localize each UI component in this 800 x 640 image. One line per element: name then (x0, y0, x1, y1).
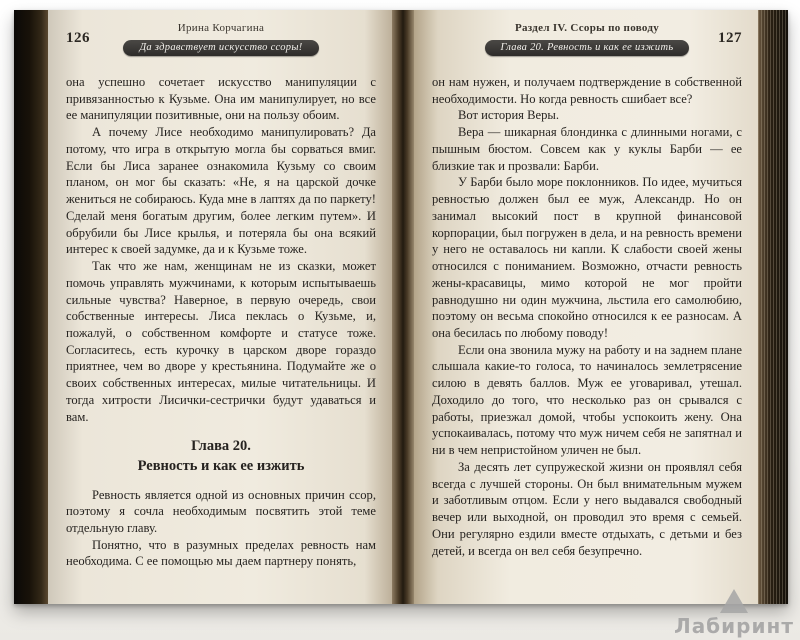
body-paragraph: Ревность является одной из основных причин ссор, поэтому я сочла необходимым посвятить этой теме отдельную главу. (66, 487, 376, 536)
running-title-banner: Да здравствует искусство ссоры! (123, 40, 318, 56)
body-paragraph: Если она звонила мужу на работу и на заднем плане слышала какие-то голоса, то начиналось землетрясение силою в девять баллов. Муж ее уговаривал, утешал. Доходило до того, что несколько раз он срывался с работы, приезжал домой, чтобы успокоить жену. Она успокаивалась, потому что муж ничем себя не запятнал и ни в чем непристойном уличен не был. (432, 342, 742, 458)
page-number-right: 127 (718, 30, 742, 46)
right-page-text (432, 74, 742, 596)
open-book-spread (14, 10, 788, 604)
book-gutter (392, 10, 414, 604)
left-running-header (66, 22, 376, 66)
running-section: Раздел IV. Ссоры по поводу (514, 22, 660, 34)
body-paragraph: Понятно, что в разумных пределах ревность нам необходима. С ее помощью мы даем партнеру понять, (66, 537, 376, 569)
page-number-left: 126 (66, 30, 90, 46)
body-paragraph: Вера — шикарная блондинка с длинными ногами, с пышным бюстом. Совсем как у куклы Барби — ее близкие так и прозвали: Барби. (432, 125, 742, 173)
labirint-logo-icon (720, 589, 748, 613)
body-paragraph: Так что же нам, женщинам не из сказки, может помочь управлять мужчинами, к которым испытываешь сильные чувства? Наверное, в первую очередь, свои собственные интересы. Лиса пеклась о Кузьме, и, пожалуй, о собственном комфорте и статусе тоже. Согласитесь, есть курочку в царском дворе гораздо приятнее, чем во дворе у крестьянина. Подумайте же о своих собственных интересах, милые читательницы. И тогда хитрости Лисички-сестрички будут удаваться и вам. (66, 259, 376, 424)
body-paragraph: За десять лет супружеской жизни он проявлял себя всегда с лучшей стороны. Он был внимательным мужем и заботливым отцом. Если у него выдавался свободный вечер или выходной, он проводил это время с семьей. Они регулярно ездили вместе отдыхать, с детьми и без детей, и всегда он вел себя безупречно. (432, 459, 742, 558)
body-paragraph: он нам нужен, и получаем подтверждение в собственной необходимости. Но когда ревность сшибает все? (432, 75, 742, 106)
watermark-text: Лабиринт (674, 614, 794, 638)
left-page-text (66, 74, 376, 596)
body-paragraph: А почему Лисе необходимо манипулировать? Да потому, что игра в открытую могла бы сорваться вмиг. Если бы Лиса заранее ознакомила Кузьму со своим планом, он мог бы сказать: «Не, я на царской дочке жениться не собираюсь. Куда мне в лаптях да по паркету! Сделай меня богатым другим, более легким путем». И обрубили бы Лисе крылья, и потеряла бы она всякий интерес к своей задумке, да и к Кузьме тоже. (66, 125, 376, 257)
body-paragraph: она успешно сочетает искусство манипуляции с привязанностью к Кузьме. Она им манипулирует, но все ее манипуляции позитивные, они на пользу обоим. (66, 75, 376, 123)
book-cover-edge-left (14, 10, 48, 604)
left-page (48, 10, 392, 604)
body-paragraph: Вот история Веры. (458, 108, 560, 123)
body-paragraph: У Барби было море поклонников. По идее, мучиться ревностью должен был ее муж, Александр. Но он занимал высокий пост в крупной финансовой корпорации, был погружен в дела, и на ревность времени у него не оставалось ни капли. К слабости своей жены относился с пониманием. Возможно, отчасти ревность жены-красавицы, мимо которой не мог пройти равнодушно ни один мужчина, льстила его самолюбию, поэтому он весьма спокойно относился к ее разносам. А она бесилась по любому поводу! (432, 175, 742, 341)
page-stack-edge-right (758, 10, 788, 604)
right-page (414, 10, 758, 604)
chapter-number: Глава 20. (191, 438, 251, 455)
running-author: Ирина Корчагина (177, 22, 265, 34)
running-chapter-banner: Глава 20. Ревность и как ее изжить (485, 40, 690, 56)
labirint-watermark (674, 589, 794, 638)
chapter-heading (66, 437, 376, 476)
right-running-header (432, 22, 742, 66)
chapter-title: Ревность и как ее изжить (137, 457, 305, 474)
